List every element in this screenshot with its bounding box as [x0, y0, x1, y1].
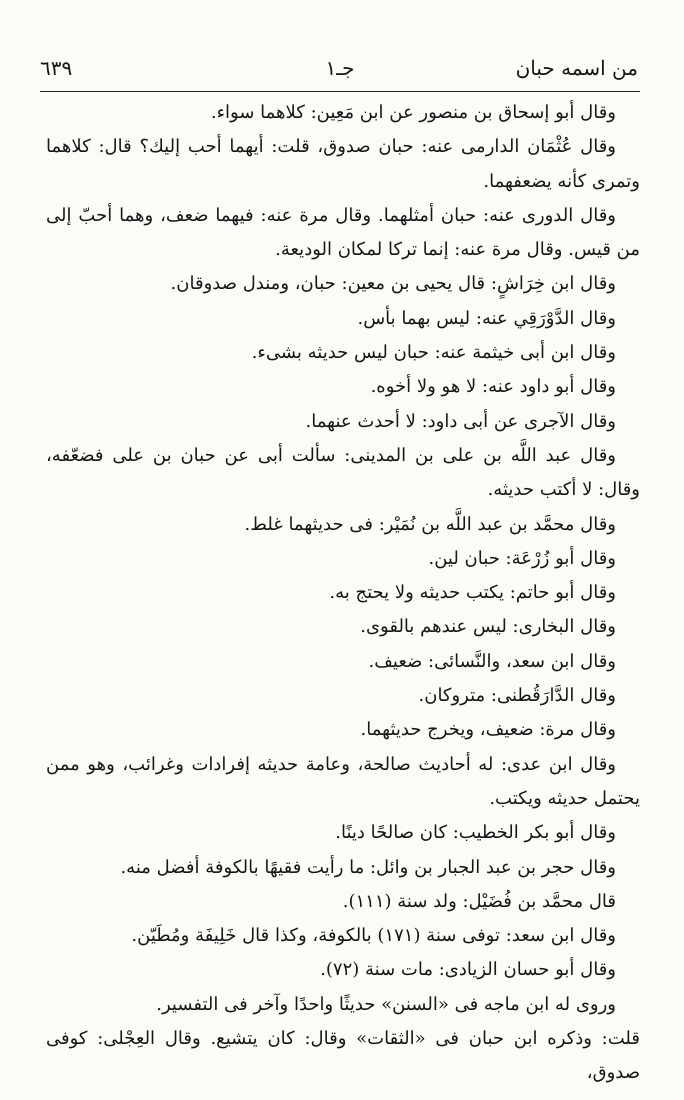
paragraph: وقال أبو داود عنه: لا هو ولا أخوه. — [370, 376, 616, 398]
paragraph: وقال أبو حاتم: يكتب حديثه ولا يحتج به. — [329, 582, 616, 604]
paragraph: وروى له ابن ماجه فى «السنن» حديثًا واحدًا وآخر فى التفسير. — [156, 993, 616, 1015]
paragraph: وقال الدورى عنه: حبان أمثلهما. وقال مرة عنه: فيهما ضعف، وهما أحبّ إلى من قيس. وقال مرة عنه: إنما تركا لمكان الوديعة. — [46, 204, 640, 261]
paragraph: وقال أبو بكر الخطيب: كان صالحًا دينًا. — [335, 822, 616, 844]
paragraph: وقال محمَّد بن عبد اللَّه بن نُمَيْر: فى حديثهما غلط. — [244, 513, 616, 535]
volume-label: جـ١ — [325, 56, 355, 80]
paragraph: وقال ابن عدى: له أحاديث صالحة، وعامة حديثه إفرادات وغرائب، وهو ممن يحتمل حديثه ويكتب. — [46, 753, 640, 809]
paragraph: وقال الدَّوْرَقِي عنه: ليس بهما بأس. — [357, 307, 616, 329]
text-body — [46, 96, 640, 1091]
paragraph: وقال عبد اللَّه بن على بن المدينى: سألت أبى عن حبان بن على فضعّفه، وقال: لا أكتب حديثه. — [46, 444, 640, 501]
header-rule — [40, 91, 640, 92]
page-header — [40, 52, 638, 88]
paragraph: وقال ابن سعد، والنَّسائى: ضعيف. — [368, 650, 616, 672]
section-title: من اسمه حبان — [515, 56, 638, 80]
paragraph: وقال الدَّارَقُطنى: متروكان. — [418, 685, 616, 707]
paragraph: وقال عُثْمَان الدارمى عنه: حبان صدوق، قلت: أيهما أحب إليك؟ قال: كلاهما وتمرى كأنه يضعفهما. — [46, 136, 640, 192]
paragraph: وقال الآجرى عن أبى داود: لا أحدث عنهما. — [305, 410, 616, 432]
paragraph: قال محمَّد بن فُضَيْل: ولد سنة (١١١). — [342, 890, 616, 912]
paragraph: وقال أبو إسحاق بن منصور عن ابن مَعِين: كلاهما سواء. — [210, 102, 616, 123]
paragraph: قلت: وذكره ابن حبان فى «الثقات» وقال: كان يتشيع. وقال العِجْلى: كوفى صدوق، — [46, 1028, 640, 1084]
paragraph: وقال ابن خِرَاشٍ: قال يحيى بن معين: حبان، ومندل صدوقان. — [170, 273, 616, 295]
page-number: ٦٣٩ — [40, 56, 73, 80]
paragraph: وقال أبو حسان الزيادى: مات سنة (٧٢). — [320, 959, 616, 981]
paragraph: وقال حجر بن عبد الجبار بن وائل: ما رأيت فقيهًا بالكوفة أفضل منه. — [120, 856, 616, 878]
paragraph: وقال ابن سعد: توفى سنة (١٧١) بالكوفة، وكذا قال خَلِيفَة ومُطَيّن. — [131, 925, 616, 947]
paragraph: وقال مرة: ضعيف، ويخرج حديثهما. — [360, 719, 616, 741]
paragraph: وقال ابن أبى خيثمة عنه: حبان ليس حديثه بشىء. — [251, 342, 616, 364]
paragraph: وقال أبو زُرْعَة: حبان لين. — [428, 547, 616, 569]
paragraph: وقال البخارى: ليس عندهم بالقوى. — [360, 616, 616, 638]
